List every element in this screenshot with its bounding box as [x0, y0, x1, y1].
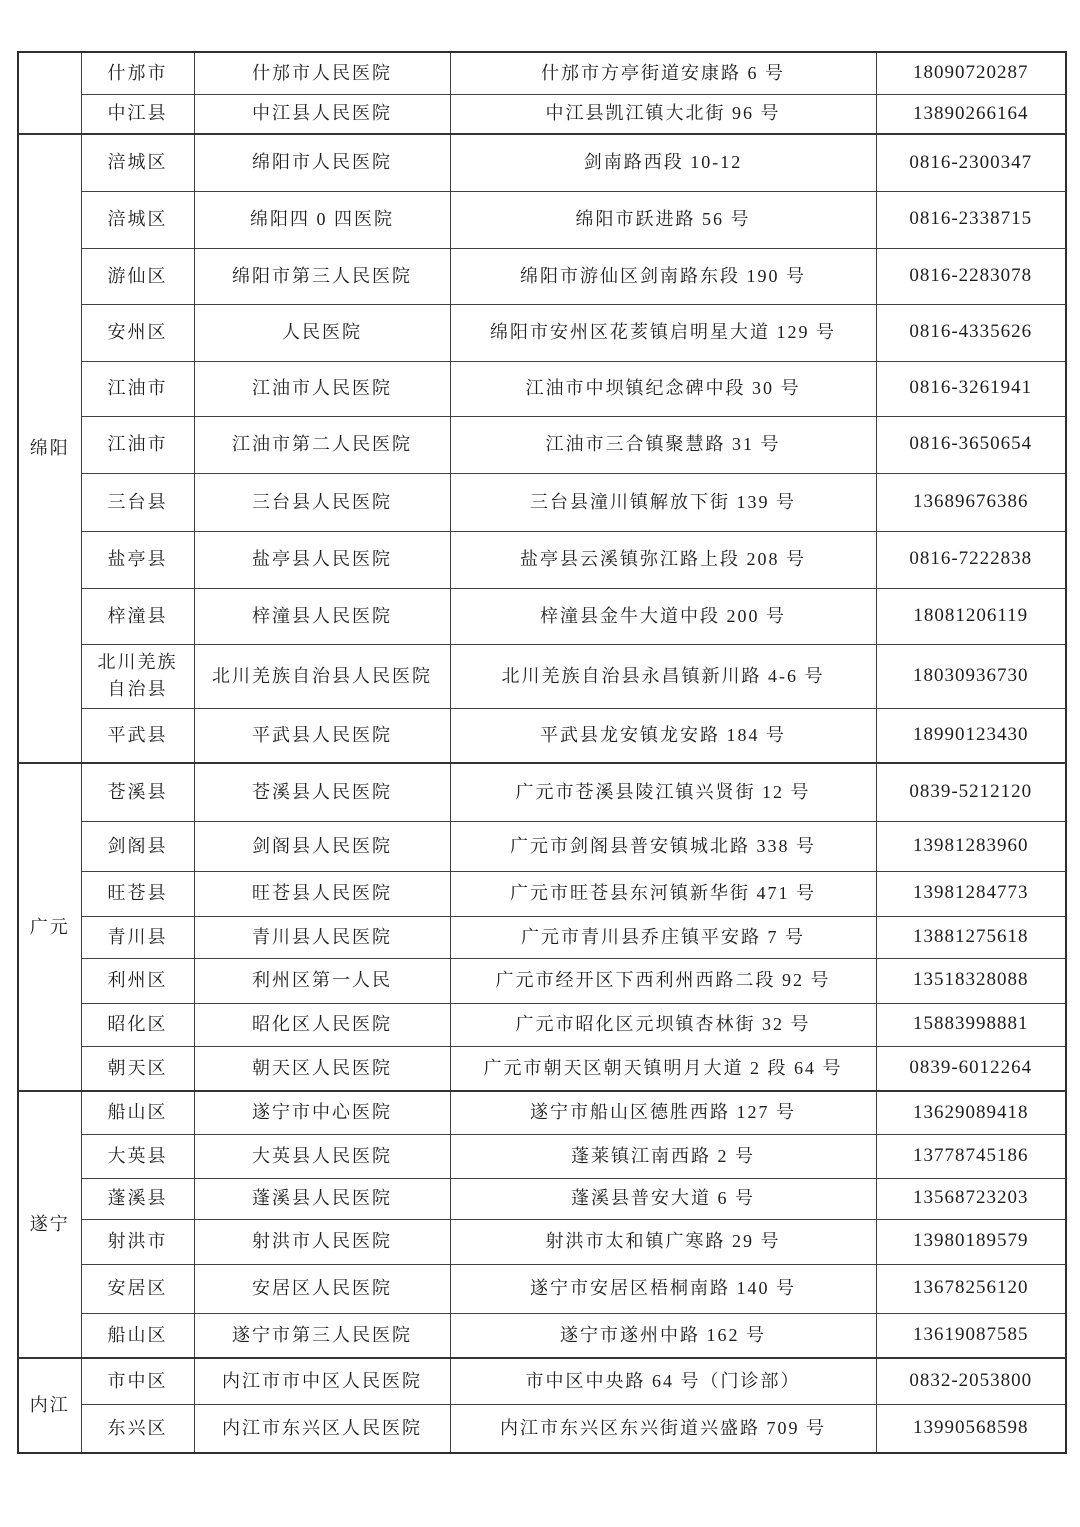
phone-cell: 18990123430	[876, 708, 1066, 763]
district-cell: 北川羌族自治县	[81, 644, 194, 708]
hospital-cell: 苍溪县人民医院	[194, 763, 450, 821]
phone-cell: 13980189579	[876, 1219, 1066, 1264]
phone-cell: 0816-2300347	[876, 134, 1066, 191]
address-cell: 盐亭县云溪镇弥江路上段 208 号	[450, 531, 876, 588]
table-row	[18, 248, 1066, 304]
district-cell: 射洪市	[81, 1219, 194, 1264]
district-cell: 涪城区	[81, 191, 194, 248]
table-row	[18, 1091, 1066, 1134]
table-row	[18, 871, 1066, 916]
table-row	[18, 1404, 1066, 1453]
hospital-cell: 射洪市人民医院	[194, 1219, 450, 1264]
hospital-cell: 遂宁市中心医院	[194, 1091, 450, 1134]
address-cell: 遂宁市安居区梧桐南路 140 号	[450, 1264, 876, 1313]
address-cell: 射洪市太和镇广寒路 29 号	[450, 1219, 876, 1264]
phone-cell: 0816-4335626	[876, 304, 1066, 361]
phone-cell: 0816-2283078	[876, 248, 1066, 304]
phone-cell: 18081206119	[876, 588, 1066, 644]
hospital-cell: 梓潼县人民医院	[194, 588, 450, 644]
district-cell: 东兴区	[81, 1404, 194, 1453]
hospital-cell: 蓬溪县人民医院	[194, 1178, 450, 1219]
address-cell: 蓬溪县普安大道 6 号	[450, 1178, 876, 1219]
city-group-cell: 绵阳	[18, 134, 81, 763]
phone-cell: 13981284773	[876, 871, 1066, 916]
hospital-table-body	[18, 52, 1066, 1453]
table-row	[18, 644, 1066, 708]
address-cell: 平武县龙安镇龙安路 184 号	[450, 708, 876, 763]
table-row	[18, 1003, 1066, 1046]
table-row	[18, 763, 1066, 821]
district-cell: 三台县	[81, 473, 194, 531]
phone-cell: 13619087585	[876, 1313, 1066, 1358]
phone-cell: 0816-3650654	[876, 416, 1066, 473]
address-cell: 绵阳市游仙区剑南路东段 190 号	[450, 248, 876, 304]
address-cell: 梓潼县金牛大道中段 200 号	[450, 588, 876, 644]
address-cell: 北川羌族自治县永昌镇新川路 4-6 号	[450, 644, 876, 708]
table-row	[18, 191, 1066, 248]
district-cell: 江油市	[81, 361, 194, 416]
phone-cell: 13881275618	[876, 916, 1066, 958]
table-row	[18, 52, 1066, 94]
hospital-cell: 利州区第一人民	[194, 958, 450, 1003]
hospital-cell: 人民医院	[194, 304, 450, 361]
phone-cell: 13568723203	[876, 1178, 1066, 1219]
phone-cell: 0816-2338715	[876, 191, 1066, 248]
hospital-cell: 大英县人民医院	[194, 1134, 450, 1178]
hospital-cell: 盐亭县人民医院	[194, 531, 450, 588]
table-row	[18, 416, 1066, 473]
hospital-cell: 遂宁市第三人民医院	[194, 1313, 450, 1358]
district-cell: 涪城区	[81, 134, 194, 191]
phone-cell: 0839-5212120	[876, 763, 1066, 821]
table-row	[18, 916, 1066, 958]
district-cell: 平武县	[81, 708, 194, 763]
table-row	[18, 1219, 1066, 1264]
table-row	[18, 708, 1066, 763]
hospital-cell: 绵阳市第三人民医院	[194, 248, 450, 304]
phone-cell: 13689676386	[876, 473, 1066, 531]
phone-cell: 18030936730	[876, 644, 1066, 708]
table-row	[18, 361, 1066, 416]
hospital-cell: 江油市人民医院	[194, 361, 450, 416]
phone-cell: 18090720287	[876, 52, 1066, 94]
district-cell: 梓潼县	[81, 588, 194, 644]
hospital-cell: 北川羌族自治县人民医院	[194, 644, 450, 708]
hospital-cell: 青川县人民医院	[194, 916, 450, 958]
hospital-cell: 三台县人民医院	[194, 473, 450, 531]
table-row	[18, 304, 1066, 361]
address-cell: 什邡市方亭街道安康路 6 号	[450, 52, 876, 94]
district-cell: 江油市	[81, 416, 194, 473]
district-cell: 青川县	[81, 916, 194, 958]
address-cell: 市中区中央路 64 号（门诊部）	[450, 1358, 876, 1404]
hospital-table	[17, 51, 1067, 1454]
table-row	[18, 1313, 1066, 1358]
phone-cell: 13890266164	[876, 94, 1066, 134]
phone-cell: 15883998881	[876, 1003, 1066, 1046]
table-row	[18, 473, 1066, 531]
address-cell: 广元市朝天区朝天镇明月大道 2 段 64 号	[450, 1046, 876, 1091]
phone-cell: 13778745186	[876, 1134, 1066, 1178]
address-cell: 中江县凯江镇大北街 96 号	[450, 94, 876, 134]
hospital-cell: 昭化区人民医院	[194, 1003, 450, 1046]
district-cell: 安州区	[81, 304, 194, 361]
address-cell: 广元市昭化区元坝镇杏林街 32 号	[450, 1003, 876, 1046]
address-cell: 江油市中坝镇纪念碑中段 30 号	[450, 361, 876, 416]
district-cell: 苍溪县	[81, 763, 194, 821]
city-group-cell: 广元	[18, 763, 81, 1091]
district-cell: 利州区	[81, 958, 194, 1003]
hospital-cell: 旺苍县人民医院	[194, 871, 450, 916]
hospital-cell: 绵阳市人民医院	[194, 134, 450, 191]
hospital-cell: 平武县人民医院	[194, 708, 450, 763]
address-cell: 内江市东兴区东兴街道兴盛路 709 号	[450, 1404, 876, 1453]
hospital-cell: 剑阁县人民医院	[194, 821, 450, 871]
district-cell: 昭化区	[81, 1003, 194, 1046]
phone-cell: 13678256120	[876, 1264, 1066, 1313]
district-cell: 船山区	[81, 1091, 194, 1134]
district-cell: 朝天区	[81, 1046, 194, 1091]
phone-cell: 0816-7222838	[876, 531, 1066, 588]
phone-cell: 13629089418	[876, 1091, 1066, 1134]
address-cell: 广元市旺苍县东河镇新华街 471 号	[450, 871, 876, 916]
district-cell: 盐亭县	[81, 531, 194, 588]
address-cell: 绵阳市安州区花荄镇启明星大道 129 号	[450, 304, 876, 361]
address-cell: 剑南路西段 10-12	[450, 134, 876, 191]
table-row	[18, 531, 1066, 588]
district-cell: 蓬溪县	[81, 1178, 194, 1219]
address-cell: 广元市苍溪县陵江镇兴贤街 12 号	[450, 763, 876, 821]
city-group-cell	[18, 52, 81, 134]
address-cell: 遂宁市船山区德胜西路 127 号	[450, 1091, 876, 1134]
district-cell: 什邡市	[81, 52, 194, 94]
address-cell: 江油市三合镇聚慧路 31 号	[450, 416, 876, 473]
hospital-cell: 绵阳四 0 四医院	[194, 191, 450, 248]
table-row	[18, 821, 1066, 871]
district-cell: 船山区	[81, 1313, 194, 1358]
hospital-cell: 江油市第二人民医院	[194, 416, 450, 473]
district-cell: 中江县	[81, 94, 194, 134]
district-cell: 剑阁县	[81, 821, 194, 871]
hospital-cell: 什邡市人民医院	[194, 52, 450, 94]
table-row	[18, 1046, 1066, 1091]
table-row	[18, 1178, 1066, 1219]
address-cell: 广元市青川县乔庄镇平安路 7 号	[450, 916, 876, 958]
address-cell: 遂宁市遂州中路 162 号	[450, 1313, 876, 1358]
phone-cell: 0816-3261941	[876, 361, 1066, 416]
address-cell: 三台县潼川镇解放下街 139 号	[450, 473, 876, 531]
hospital-cell: 内江市市中区人民医院	[194, 1358, 450, 1404]
table-row	[18, 134, 1066, 191]
hospital-cell: 安居区人民医院	[194, 1264, 450, 1313]
phone-cell: 13990568598	[876, 1404, 1066, 1453]
address-cell: 蓬莱镇江南西路 2 号	[450, 1134, 876, 1178]
address-cell: 广元市经开区下西利州西路二段 92 号	[450, 958, 876, 1003]
table-row	[18, 958, 1066, 1003]
hospital-cell: 中江县人民医院	[194, 94, 450, 134]
hospital-cell: 内江市东兴区人民医院	[194, 1404, 450, 1453]
address-cell: 广元市剑阁县普安镇城北路 338 号	[450, 821, 876, 871]
district-cell: 市中区	[81, 1358, 194, 1404]
phone-cell: 13518328088	[876, 958, 1066, 1003]
phone-cell: 0832-2053800	[876, 1358, 1066, 1404]
hospital-cell: 朝天区人民医院	[194, 1046, 450, 1091]
address-cell: 绵阳市跃进路 56 号	[450, 191, 876, 248]
table-row	[18, 1358, 1066, 1404]
phone-cell: 0839-6012264	[876, 1046, 1066, 1091]
district-cell: 游仙区	[81, 248, 194, 304]
district-cell: 旺苍县	[81, 871, 194, 916]
district-cell: 安居区	[81, 1264, 194, 1313]
city-group-cell: 内江	[18, 1358, 81, 1453]
city-group-cell: 遂宁	[18, 1091, 81, 1358]
phone-cell: 13981283960	[876, 821, 1066, 871]
table-row	[18, 1264, 1066, 1313]
table-row	[18, 1134, 1066, 1178]
table-row	[18, 588, 1066, 644]
table-row	[18, 94, 1066, 134]
district-cell: 大英县	[81, 1134, 194, 1178]
